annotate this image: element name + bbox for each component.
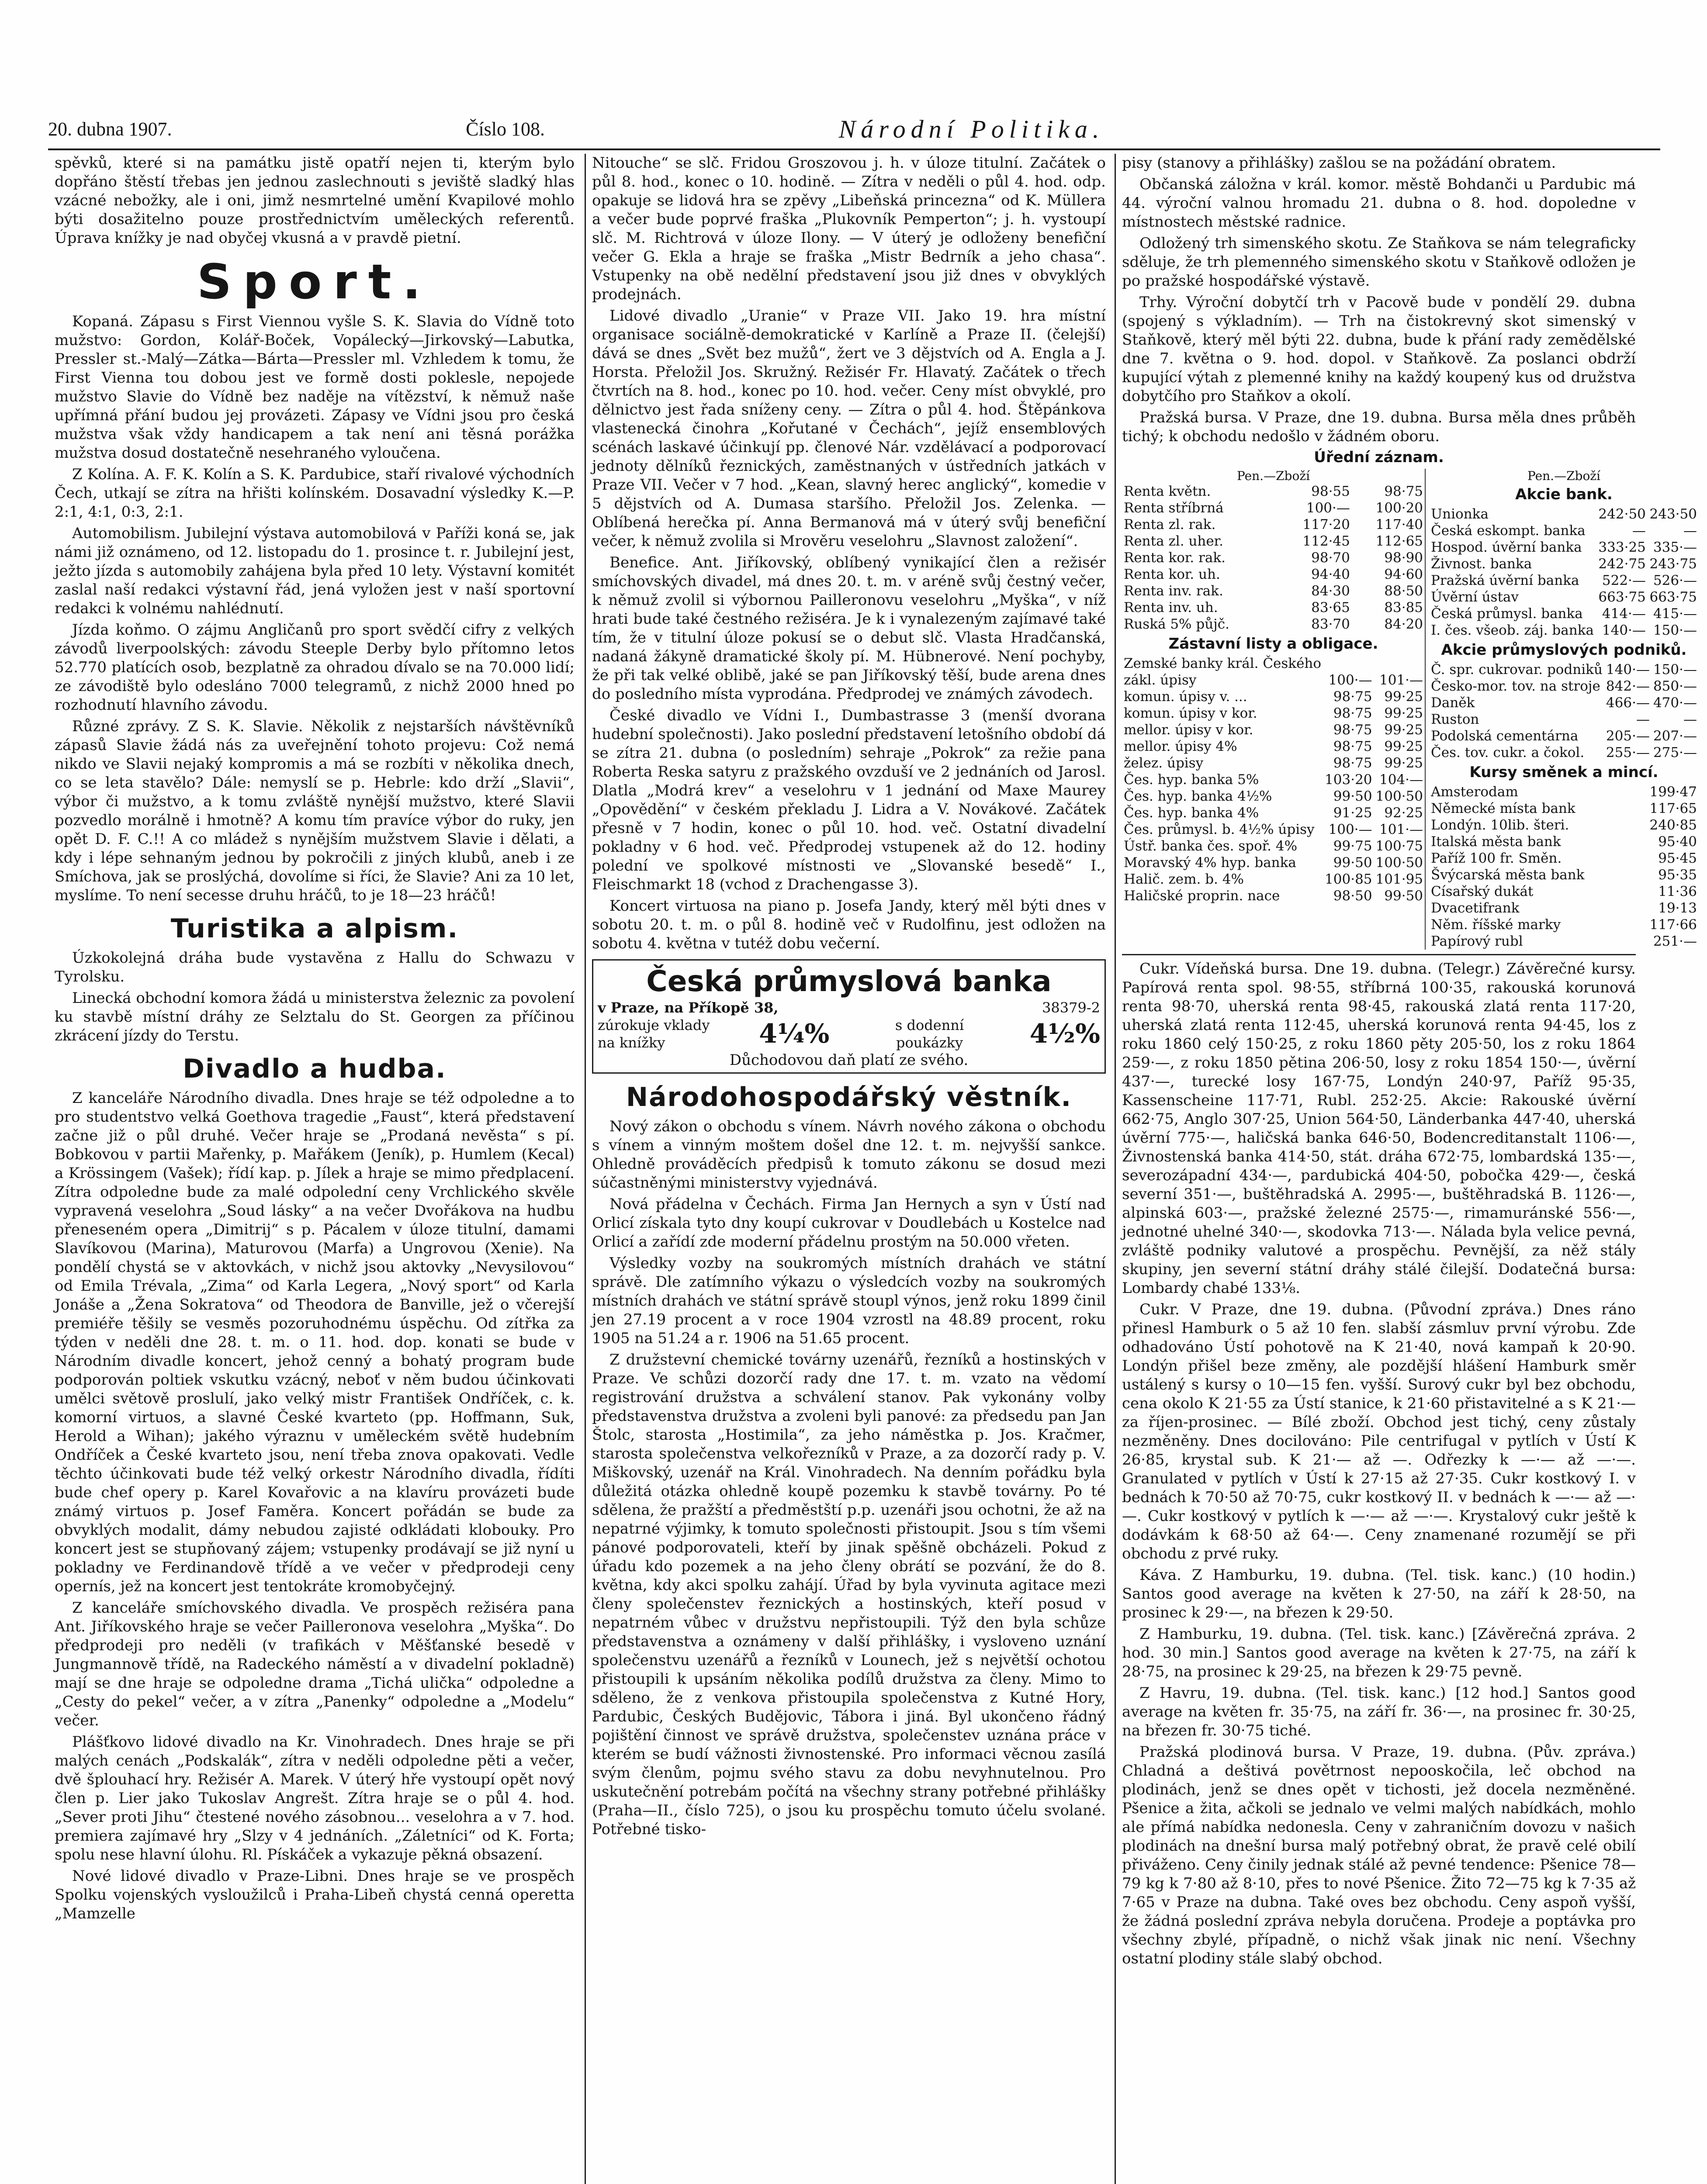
quote-value: 112·45 bbox=[1302, 533, 1350, 549]
theatre-article: Lidové divadlo „Uranie“ v Praze VII. Jako 19. hra místní organisace sociálně-demokratické v Karlíně a Praze II. (čelejší) dává se dnes „Svět bez mužů“, žert ve 3 dějstvích od A. Engla a J. Horsta. Přeložil Jos. Skružný. Režisér Fr. Hlavatý. Začátek o třech čtvrtích na 8. hod., konec po 10. hod. večer. Ceny míst obvyklé, pro dělnictvo jest řada sníženy ceny. — Zítra o půl 4. hod. Štěpánkova vlastenecká činohra „Kořutané v Čechách“, jejíž ensemblových scénách laskavé účinkují pp. členové Nár. vzdělávací a podporovací jednoty dělníků řeznických, zaměstnaných v ústředních jatkách v Praze VII. Večer v 7 hod. „Kean, slavný herec anglický“, komedie v 5 dějstvích od A. Dumasa staršího. Přeložil Jos. Zelenka. — Oblíbená herečka pí. Anna Bermanová má v úterý svůj benefiční večer, k němuž zvolila si Mrověru veselohru „Slavnost založení“. bbox=[592, 307, 1106, 550]
column-3 bbox=[1115, 154, 1697, 2184]
theatre-article: Benefice. Ant. Jiříkovský, oblíbený vynikající člen a režisér smíchovských divadel, má dnes 20. t. m. v aréně svůj čestný večer, k němuž zvolil si výbornou Pailleronovu veselohru „Myška“, v níž hrati bude také čestného režiséra. Je k i vynalezeným zajímavé také tím, že v titulní úloze pokusí se o debut slč. Vlasta Hradčanská, nadaná žákyně dramatické školy pí. M. Hübnerové. Není pochyby, že při tak velké oblibě, jaké se pan Jiříkovský těší, bude arena dnes do posledního místa vyprodána. Předprodej ve známých závodech. bbox=[592, 554, 1106, 703]
quote-value: 251·— bbox=[1653, 933, 1697, 949]
quote-row bbox=[1429, 833, 1699, 850]
quote-value: 95·45 bbox=[1658, 850, 1697, 866]
quote-name: Italská města bank bbox=[1431, 834, 1561, 850]
quote-row bbox=[1429, 883, 1699, 900]
quote-value: 100·— bbox=[1328, 672, 1372, 688]
stock-quotes bbox=[1122, 469, 1697, 950]
quote-row bbox=[1429, 605, 1699, 622]
quote-value: 83·85 bbox=[1384, 600, 1423, 615]
quote-row bbox=[1122, 566, 1425, 583]
quote-row bbox=[1429, 572, 1699, 589]
quote-value: 275·— bbox=[1653, 745, 1697, 760]
economy-article: pisy (stanovy a přihlášky) zašlou se na požádání obratem. bbox=[1122, 154, 1556, 172]
sport-article: Z Kolína. A. F. K. Kolín a S. K. Pardubice, staří rivalové východních Čech, utkají se zítra na hřišti kolínském. Dosavadní výsledky K.—P. 2:1, 4:1, 0:3, 2:1. bbox=[55, 466, 575, 521]
quote-value: 240·85 bbox=[1649, 817, 1697, 833]
quote-row bbox=[1429, 784, 1699, 800]
quote-row bbox=[1429, 744, 1699, 761]
quote-value: 84·20 bbox=[1384, 616, 1423, 632]
quote-value: 333·25 bbox=[1598, 539, 1646, 555]
quote-row bbox=[1122, 722, 1425, 738]
bank-name: Česká průmyslová banka bbox=[646, 964, 1052, 998]
quote-value bbox=[1323, 655, 1374, 672]
quote-name: Dvacetifrank bbox=[1431, 900, 1520, 916]
economy-article: Z družstevní chemické továrny uzenářů, řezníků a hostinských v Praze. Ve schůzi dozorčí rady dne 17. t. m. vzato na vědomí registrování družstva a schválení stanov. Pak vykonány volby představenstva družstva a zvoleni byli panové: za předsedu pan Jan Štolc, starosta „Hostimila“, za jeho náměstka p. Jos. Kračmer, starosta společenstva velkořezníků v Praze, a za dozorčí rady p. V. Miškovský, uzenář na Král. Vinohradech. Na denním pořádku byla důležitá otázka ohledně koupě pozemku k stavbě továrny. Po té sdělena, že pražští a předměstští p.p. uzenáři jsou ochotni, že až na nepatrné výjimky, k tomuto společnosti přistoupit. Jsou s tím všemi pánové podporovateli, kteří by jinak spěšně obcházeli. Pokud z úřadu kdo pozemek a na jeho členy obrátí se pozvání, že do 8. května, kdy akci spolku zahájí. Úřad by byla vyvinuta agitace mezi členy společenstev řeznických a hostinských, kteří posud v nepatrném vůbec v družstvu nepřistoupili. Týž den byla schůze představenstva a oznámeny v další přihlášky, i vysloveno uznání společenstvu uzenářů a řezníků v Lounech, jež s největší ochotou přistoupili k upsáním několika podílů družstva za členy. Mimo to sděleno, že z venkova přistoupila společenstva z Kutné Hory, Pardubic, Českých Budějovic, Tábora i jiná. Byl ukončeno řádný pojištění činnost ve správě družstva, společenstev uznána práce v kterém se budí vážnosti živnostenské. Pro informaci věcnou zasílá svým členům, pojmu svého stavu za dobu nevyhnutelnou. Pro uskutečnění potrebám počítá na všechny strany potřebné přihlášky (Praha—II., číslo 725), o jsou ku prospěchu tomuto účelu svolané. Potřebné tisko- bbox=[592, 1351, 1106, 1838]
quote-name: Renta stříbrná bbox=[1124, 500, 1224, 516]
economy-article: Nová přádelna v Čechách. Firma Jan Hernych a syn v Ústí nad Orlicí získala tyto dny koupí cukrovar v Doudlebách u Kostelce nad Orlicí a zařídí zde moderní přádelnu prostým na 50.000 vřeten. bbox=[592, 1196, 1106, 1251]
bank-tax-note: Důchodovou daň platí ze svého. bbox=[729, 1051, 969, 1069]
quote-name: I. čes. všeob. záj. banka bbox=[1431, 622, 1594, 638]
quote-value: 242·75 bbox=[1598, 556, 1646, 572]
quote-row bbox=[1429, 522, 1699, 539]
theatre-article: Z kanceláře Národního divadla. Dnes hraje se též odpoledne a to pro studentstvo velká Goethova tragedie „Faust“, která představení začne již o půl druhé. Večer hraje se „Prodaná nevěsta“ s pí. Bobkovou v partii Mařenky, p. Mařákem (Jeník), p. Humlem (Kecal) a Krössingem (Vašek); řídí kap. p. Jílek a hraje se mimo předplacení. Zítra odpoledne bude za malé odpolední ceny Vrchlického skvěle vypravená veselohra „Soud lásky“ a na večer Dvořákova na hudbu přeneseném opera „Dimitrij“ s p. Pácalem v úloze titulní, damami Slavíkovou (Marina), Maturovou (Marfa) a Ungrovou (Xenie). Na pondělí chystá se v aktovkách, v nichž jsou aktovky „Nevysilovou“ od Emila Trévala, „Zima“ od Karla Legera, „Nový sport“ od Karla Jonáše a „Žena Sokratova“ od Theodora de Banville, jež o včerejší premiéře těšily se vesměs pozoruhodnému úspěchu. Od zítřka za týden v neděli dne 28. t. m. o 11. hod. dop. konati se bude v Národním divadle koncert, jehož cenný a bohatý program bude podporován poltiek vskutku vzácný, neboť v něm budou účinkovati umělci světově proslulí, jako velký mistr František Ondříček, c. k. komorní virtuos, a slavné České kvarteto (pp. Hoffmann, Suk, Herold a Wihan); jakého výraznu v uměleckém světě hudebním Ondříček a České kvarteto jsou, není třeba znova opakovati. Vedle těchto účinkovati bude též velký orkestr Národního divadla, řídíti bude chef opery p. Karel Kovařovic a na klavíru provázeti bude známý virtuos p. Josef Faměra. Koncert pořádán se bude za obvyklých modalit, dámy nebudou zajisté odkládati klobouky. Pro koncert jest se stupňovaný zájem; vstupenky prodávají se již nyní u pokladny ve Ferdinandově třídě a ve večer v předprodeji ceny opernís, jež na koncert jest tentokráte kromobyčejný. bbox=[55, 1089, 575, 1595]
quote-row bbox=[1122, 516, 1425, 533]
economy-article: Pražská bursa. V Praze, dne 19. dubna. Bursa měla dnes průběh tichý; k obchodu nedošlo v žádném oboru. bbox=[1122, 409, 1636, 445]
quote-value: 207·— bbox=[1653, 728, 1697, 744]
quote-head: Pen.—Zboží bbox=[1527, 469, 1601, 483]
quote-row bbox=[1122, 500, 1425, 516]
quote-value bbox=[1629, 933, 1634, 950]
economy-article: Pražská plodinová bursa. V Praze, 19. dubna. (Pův. zpráva.) Chladná a deštivá povětrnost nepooskočila, leč obchod na plodinách, jenž se dnes opět v tichosti, jež docela nezměněné. Pšenice a žita, ačkoli se jednalo ve velmi malých nabídkách, mohlo ale přímá nabídka nedonesla. Ceny v zahraničním dovozu v našich plodinách na dnešní bursa malý potřebný obrat, že pravě celé obilí přiváženo. Ceny činily jednak stálé až pevné tendence: Pšenice 78—79 kg k 7·80 až 8·10, přes to nové Pšenice. Žito 72—75 kg k 7·35 až 7·65 v Praze na dubna. Také oves bez obchodu. Ceny aspoň vyšší, že žádná poslední zpráva nebyla doručena. Prodeje a poptávka pro všechny zbylé, případně, o nichž však jinak nic není. Všechny ostatní plodiny stále slabý obchod. bbox=[1122, 1743, 1636, 1967]
quote-value: 117·65 bbox=[1649, 801, 1697, 816]
quote-value: 98·75 bbox=[1333, 739, 1372, 754]
quote-name: Paříž 100 fr. Směn. bbox=[1431, 850, 1562, 866]
quote-row bbox=[1429, 900, 1699, 916]
quote-value: 117·40 bbox=[1375, 517, 1423, 532]
quote-value: 99·75 bbox=[1333, 838, 1372, 854]
quote-row bbox=[1122, 738, 1425, 755]
quote-name: Švýcarská města bank bbox=[1431, 867, 1585, 883]
quote-name: Daněk bbox=[1431, 695, 1475, 711]
quote-value bbox=[1629, 817, 1634, 833]
quote-name: Č. spr. cukrovar. podniků bbox=[1431, 662, 1603, 677]
tourism-heading: Turistika a alpism. bbox=[170, 913, 459, 944]
quote-name: Čes. průmysl. b. 4½% úpisy bbox=[1124, 822, 1315, 837]
quote-row bbox=[1429, 867, 1699, 883]
economy-article: Odložený trh simenského skotu. Ze Staňkova se nám telegraficky sděluje, že trh plemenného simenského skotu v Staňkově odložen je po pražské hospodářské výstavě. bbox=[1122, 235, 1636, 290]
voucher-rate: 4½% bbox=[1029, 1019, 1100, 1049]
quote-name: Unionka bbox=[1431, 506, 1489, 522]
theatre-article: Nitouche“ se slč. Fridou Groszovou j. h. v úloze titulní. Začátek o půl 8. hod., konec o 10. hodině. — Zítra v neděli o půl 4. hod. odp. opakuje se lidová hra se zpěvy „Libeňská princezna“ od K. Müllera a večer bude poprvé fraška „Plukovník Pemperton“; j. h. vystoupí slč. M. Richtrová v úloze Ilony. — V úterý je odloženy benefiční večer G. Ekla a hraje se fraška „Mistr Bedrník a jeho chasa“. Vstupenky na obě nedělní představení jsou již dnes v obvyklých prodejnách. bbox=[592, 154, 1106, 303]
quote-name: zákl. úpisy bbox=[1124, 672, 1197, 688]
quote-value: 83·70 bbox=[1311, 616, 1350, 632]
economy-article: Z Hamburku, 19. dubna. (Tel. tisk. kanc.) [Závěrečná zpráva. 2 hod. 30 min.] Santos good average na květen k 27·75, na září k 28·75, na prosinec k 29·25, na březen k 29·75 pevně. bbox=[1122, 1625, 1636, 1680]
quote-value bbox=[1629, 916, 1634, 933]
intro-paragraph: spěvků, které si na památku jistě opatří nejen ti, kterým bylo dopřáno štěstí třebas jen jednou zaslechnouti s jeviště sladký hlas vzácné nebožky, ale i oni, jimž nesmrtelné umění Kvapilové mohlo býti dosažitelno pouze prostřednictvím uměleckých referentů. Úprava knížky je nad obyčej vkusná a v pravdě pietní. bbox=[55, 154, 575, 247]
quote-value: 100·20 bbox=[1375, 500, 1423, 516]
quote-value: 98·75 bbox=[1333, 755, 1372, 771]
quote-name: Renta inv. uh. bbox=[1124, 600, 1218, 615]
sport-heading: Sport. bbox=[197, 254, 433, 310]
quote-row bbox=[1122, 688, 1425, 705]
quote-row bbox=[1122, 599, 1425, 616]
quote-value: 84·30 bbox=[1311, 583, 1350, 599]
quote-name: Renta kor. rak. bbox=[1124, 550, 1226, 566]
quote-value: 100·— bbox=[1328, 822, 1372, 837]
theatre-article: Koncert virtuosa na piano p. Josefa Jandy, který měl býti dnes v sobotu 20. t. m. o půl 8. hodině več v Rudolfinu, jest odložen na sobotu 4. května v tutéž dobu večerní. bbox=[592, 897, 1106, 952]
quote-row bbox=[1122, 533, 1425, 549]
quote-value: 255·— bbox=[1606, 745, 1650, 760]
quote-value: 663·75 bbox=[1598, 589, 1646, 605]
quote-name: Renta zl. uher. bbox=[1124, 533, 1223, 549]
quote-name: komun. úpisy v kor. bbox=[1124, 705, 1257, 721]
quote-name: Zemské banky král. Českého bbox=[1124, 656, 1322, 671]
quote-value: 98·75 bbox=[1333, 689, 1372, 705]
quote-head: Pen.—Zboží bbox=[1237, 469, 1310, 483]
quote-value: 98·90 bbox=[1384, 550, 1423, 566]
quote-row bbox=[1122, 549, 1425, 566]
quote-row bbox=[1122, 583, 1425, 599]
quote-value: 150·— bbox=[1653, 662, 1697, 677]
quote-value: 415·— bbox=[1653, 606, 1697, 622]
quote-value: 199·47 bbox=[1649, 784, 1697, 800]
quote-name: Česká eskompt. banka bbox=[1431, 523, 1586, 539]
quote-name: Moravský 4% hyp. banka bbox=[1124, 855, 1296, 871]
quote-row bbox=[1429, 622, 1699, 639]
tourism-article: Úzkokolejná dráha bude vystavěna z Hallu do Schwazu v Tyrolsku. bbox=[55, 949, 575, 985]
sport-article: Jízda koňmo. O zájmu Angličanů pro sport svědčí cifry z velkých závodů liverpoolských: závodu Steeple Derby bylo přítomno letos 52.770 platících osob, bezplatně za ohradou dívalo se na 70.000 lidí; ze závodiště bylo odesláno 7000 telegramů, z nichž 2000 hned po rozhodnutí hlavního závodu. bbox=[55, 621, 575, 714]
quote-row bbox=[1122, 672, 1425, 688]
quote-row bbox=[1122, 871, 1425, 888]
sport-article: Kopaná. Zápasu s First Viennou vyšle S. K. Slavia do Vídně toto mužstvo: Gordon, Kolář-Boček, Vopálecký—Jirkovský—Labutka, Pressler st.-Malý—Zátka—Bárta—Pressler ml. Vzhledem k tomu, že First Vienna tou dobou jest ve formě dosti poklesle, nepojede mužstvo Slavie do Vídně bez naděje na vítězství, k němuž naše upřímná přání budou jej provázeti. Zápasy ve Vídni jsou pro česká mužstva však vždy handicapem a tak není ani těsná porážka mužstva dosud dostatečně nesehraného vyloučena. bbox=[55, 313, 575, 462]
quote-value: 101·— bbox=[1379, 822, 1423, 837]
column-2 bbox=[585, 154, 1106, 2184]
sport-article: Různé zprávy. Z S. K. Slavie. Několik z nejstarších návštěvníků zápasů Slavie žádá nás za uveřejnění tohoto projevu: Což nemá nikdo ve Slavii nejaký kompromis a má se rozbíti v několika dnech, co se leta stavělo? Dále: nemyslí se p. Hebrle: kdo drží „Slavii“, výbor či mužstvo, a k tomu zvláště nynější mužstvo, které Slavii pozvedlo morálně i hmotně? A komu tím pravíce výbor do ruky, jen opět D. F. C.!! A co mládež s nynějším mužstvem Slavie i dělati, a kdy i lépe sehnaným jednou by pokročili z jiných klubů, aneb i ze Smíchova, jak se proslýchá, dovolíme si říci, že Slavie? Ani za 10 let, myslíme. To není secesse druhu hráčů, to je 18—23 hráčů! bbox=[55, 718, 575, 904]
quote-value: 11·36 bbox=[1658, 884, 1697, 899]
deposit-rate: 4¼% bbox=[759, 1019, 830, 1049]
quote-value: 103·20 bbox=[1325, 772, 1372, 788]
quote-row bbox=[1429, 661, 1699, 678]
issue-date: 20. dubna 1907. bbox=[48, 118, 172, 140]
quote-name: želez. úpisy bbox=[1124, 755, 1204, 771]
quote-name: Česko-mor. tov. na stroje bbox=[1431, 678, 1600, 694]
quote-value: 98·75 bbox=[1333, 722, 1372, 738]
quote-value: — bbox=[1636, 712, 1650, 727]
economy-article: Trhy. Výroční dobytčí trh v Pacově bude v pondělí 29. dubna (spojený s výkladním). — Trh na čistokrevný skot simenský v Staňkově, který měl býti 22. dubna, bude k přání rady zemědělské dne 7. května o 9. hod. dopol. v Staňkově. Za poslanci obdrží kupující výtah z plemenné knihy na každý koupený kus od družstva dobytčího pro Staňkov a okolí. bbox=[1122, 294, 1636, 405]
quote-name: Londýn. 10lib. šteri. bbox=[1431, 817, 1569, 833]
quote-value: — bbox=[1683, 712, 1697, 727]
economy-article: Cukr. Vídeňská bursa. Dne 19. dubna. (Telegr.) Závěrečné kursy. Papírová renta spol. 98·55, stříbrná 100·35, rakouská korunová renta 98·70, uherská renta 98·45, rakouská zlatá renta 117·20, uherská zlatá renta 112·45, uherská korunová renta 94·45, los z roku 1860 celý 150·25, z roku 1860 pěty 205·50, los z roku 1864 259·—, z roku 1850 pětina 206·50, losy z roku 1854 150·—, úvěrní 437·—, turecké losy 167·75, Londýn 240·97, Paříž 95·35, Kassenscheine 117·71, Rubl. 252·25. Akcie: Rakouské úvěrní 662·75, Anglo 307·25, Union 564·50, Länderbanka 447·40, uherská úvěrní 775·—, haličská banka 646·50, Bodencreditanstalt 1106·—, Živnostenská banka 414·50, stát. dráha 672·75, lombardská 135·—, severozápadní 434·—, pardubická 404·50, pobočka 429·—, česká severní 351·—, buštěhradská A. 2995·—, buštěhradská B. 1126·—, alpinská 603·—, pražské železné 2575·—, rimamuránské 556·—, jednotné uhelné 340·—, skodovka 713·—. Nálada byla velice pevná, zvláště podniky valutové a prospěchu. Pevnější, za něž stály skupiny, jen severní státní dráhy stálé čilejší. Dodatečná bursa: Lombardy chabé 133⅛. bbox=[1122, 960, 1636, 1297]
quote-name: Ruská 5% půjč. bbox=[1124, 616, 1230, 632]
newspaper-title: Národní Politika. bbox=[838, 114, 1105, 143]
quote-value: 99·25 bbox=[1384, 722, 1423, 738]
quote-value: 98·75 bbox=[1333, 705, 1372, 721]
quote-value: 104·— bbox=[1379, 772, 1423, 788]
quote-value: 243·50 bbox=[1649, 506, 1697, 522]
quote-value: 526·— bbox=[1653, 573, 1697, 588]
quote-value: 850·— bbox=[1653, 678, 1697, 694]
quote-row bbox=[1429, 589, 1699, 605]
quote-row bbox=[1429, 728, 1699, 744]
quote-value bbox=[1629, 784, 1634, 800]
quote-value: 95·40 bbox=[1658, 834, 1697, 850]
quote-value: 99·50 bbox=[1333, 788, 1372, 804]
bank-advertisement bbox=[592, 959, 1106, 1074]
quote-name: Papírový rubl bbox=[1431, 933, 1523, 949]
quote-value: 99·25 bbox=[1384, 755, 1423, 771]
quote-value: 94·40 bbox=[1311, 567, 1350, 582]
quote-name: Renta květn. bbox=[1124, 484, 1211, 499]
quote-row bbox=[1122, 805, 1425, 821]
quote-row bbox=[1122, 821, 1425, 838]
quote-name: Hospod. úvěrní banka bbox=[1431, 539, 1582, 555]
quote-value: 100·75 bbox=[1375, 838, 1423, 854]
quote-value: 83·65 bbox=[1311, 600, 1350, 615]
quote-name: Úvěrní ústav bbox=[1431, 589, 1519, 605]
quote-subheading: Kursy směnek a mincí. bbox=[1469, 764, 1659, 781]
quote-row bbox=[1122, 838, 1425, 854]
quote-value: 100·50 bbox=[1375, 855, 1423, 871]
quote-value: 140·— bbox=[1606, 662, 1650, 677]
quote-value: 117·66 bbox=[1649, 917, 1697, 933]
quote-row bbox=[1122, 483, 1425, 500]
quote-value: 94·60 bbox=[1384, 567, 1423, 582]
quote-row bbox=[1122, 616, 1425, 632]
quote-value: 842·— bbox=[1606, 678, 1650, 694]
quote-value: 663·75 bbox=[1649, 589, 1697, 605]
quote-name: mellor. úpisy v kor. bbox=[1124, 722, 1253, 738]
bank-phone: 38379-2 bbox=[1042, 999, 1100, 1016]
quote-value: — bbox=[1632, 523, 1646, 539]
quote-value bbox=[1629, 867, 1634, 883]
quote-value: 92·25 bbox=[1384, 805, 1423, 821]
quote-row bbox=[1429, 800, 1699, 817]
quote-row bbox=[1429, 506, 1699, 522]
quote-title: Úřední záznam. bbox=[1314, 449, 1444, 466]
quote-name: Česká průmysl. banka bbox=[1431, 606, 1583, 622]
quote-value bbox=[1629, 883, 1634, 900]
quote-name: Halič. zem. b. 4% bbox=[1124, 871, 1244, 887]
quote-row bbox=[1122, 655, 1425, 672]
quote-row bbox=[1429, 539, 1699, 556]
voucher-label: s dodenní poukázky bbox=[895, 1017, 964, 1051]
header-rule bbox=[48, 149, 1660, 150]
economy-article: Nový zákon o obchodu s vínem. Návrh nového zákona o obchodu s vínem a vinným moštem došel dne 12. t. m. nejvyšší sankce. Ohledně prováděcích předpisů k tomuto zákonu se dosud mezi súčastněnými ministerstvy vyjednává. bbox=[592, 1118, 1106, 1192]
quote-subheading: Akcie průmyslových podniků. bbox=[1441, 641, 1687, 659]
deposit-label: zúrokuje vklady na knížky bbox=[598, 1017, 710, 1051]
economy-article: Výsledky vozby na soukromých místních drahách ve státní správě. Dle zatímního výkazu o výsledcích vozby na soukromých místních drahách ve státní správě stoupl výnos, jenž roku 1899 činil jen 27.19 procent a v roce 1904 vzrostl na 48.89 procent, roku 1905 na 51.24 a r. 1906 na 51.65 procent. bbox=[592, 1254, 1106, 1347]
quote-value bbox=[1629, 900, 1634, 916]
quote-row bbox=[1429, 678, 1699, 695]
quote-value: 522·— bbox=[1602, 573, 1646, 588]
quote-value bbox=[1374, 655, 1425, 672]
quote-name: Čes. hyp. banka 5% bbox=[1124, 772, 1259, 788]
quote-value: 150·— bbox=[1653, 622, 1697, 638]
quote-value: 414·— bbox=[1602, 606, 1646, 622]
quote-value: 88·50 bbox=[1384, 583, 1423, 599]
quote-value: 205·— bbox=[1606, 728, 1650, 744]
quote-value: 99·50 bbox=[1384, 888, 1423, 904]
quote-value: 98·70 bbox=[1311, 550, 1350, 566]
quote-value: 99·50 bbox=[1333, 855, 1372, 871]
economy-article: Káva. Z Hamburku, 19. dubna. (Tel. tisk. kanc.) (10 hodin.) Santos good average na květen k 27·50, na září k 28·50, na prosinec k 29·—, na březen k 29·50. bbox=[1122, 1566, 1636, 1621]
quote-value: 242·50 bbox=[1598, 506, 1646, 522]
page-header bbox=[48, 111, 1660, 146]
quote-name: Živnost. banka bbox=[1431, 556, 1532, 572]
quote-name: Ústř. banka čes. spoř. 4% bbox=[1124, 838, 1298, 854]
quote-value: 117·20 bbox=[1302, 517, 1350, 532]
quote-value bbox=[1629, 850, 1634, 867]
quote-value: 99·25 bbox=[1384, 689, 1423, 705]
quote-name: Čes. tov. cukr. a čokol. bbox=[1431, 745, 1585, 760]
quote-value: 335·— bbox=[1653, 539, 1697, 555]
quote-row bbox=[1429, 933, 1699, 950]
quote-value: 101·95 bbox=[1375, 871, 1423, 887]
quote-value bbox=[1629, 800, 1634, 817]
quote-name: Amsterodam bbox=[1431, 784, 1518, 800]
quote-subheading: Akcie bank. bbox=[1515, 486, 1613, 503]
theatre-article: České divadlo ve Vídni I., Dumbastrasse 3 (menší dvorana hudební společnosti). Jako poslední představení letošního období dá se zítra 21. dubna (o posledním) sehraje „Pokrok“ za režie pana Roberta Reska satyru z pražského ovzduší ve 2 jednáních od Jarosl. Dlatla „Modrá krev“ a veselohru v 1 jednání od Maxe Maurey „Opovědění“ v českém překladu J. Lidra a V. Novákové. Začátek přesně v 7 hodin, konec o půl 10. hod. več. Ostatní divadelní pokladny v 6 hod. več. Předprodej vstupenek až do 12. hodiny polední ve spolkové místnosti ve „Slovanské besedě“ I., Fleischmarkt 18 (vchod z Drachengasse 3). bbox=[592, 707, 1106, 893]
quote-value: 466·— bbox=[1606, 695, 1650, 711]
economy-heading: Národohospodářský věstník. bbox=[626, 1082, 1072, 1113]
quote-name: Čes. hyp. banka 4% bbox=[1124, 805, 1259, 821]
economy-article: Občanská záložna v král. komor. městě Bohdanči u Pardubic má 44. výroční valnou hromadu 21. dubna o 8. hod. dopoledne v místnostech městské radnice. bbox=[1122, 176, 1636, 231]
quote-value: 95·35 bbox=[1658, 867, 1697, 883]
quote-value: — bbox=[1683, 523, 1697, 539]
theatre-article: Nové lidové divadlo v Praze-Libni. Dnes hraje se ve prospěch Spolku vojenských vysloužilců i Praha-Libeň chystá cenná operetta „Mamzelle bbox=[55, 1867, 575, 1922]
sport-article: Automobilism. Jubilejní výstava automobilová v Paříži koná se, jak námi již oznámeno, od 12. listopadu do 1. prosince t. r. Jubilejní jest, ježto jízda s automobily zahájena byla před 10 lety. Výstavní komitét zaslal naší redakci výstavní řád, jená vyložen jest v naší sportovní redakci k volnému nahlédnutí. bbox=[55, 525, 575, 617]
quote-row bbox=[1429, 817, 1699, 833]
quote-row bbox=[1122, 854, 1425, 871]
theatre-article: Plášťkovo lidové divadlo na Kr. Vinohradech. Dnes hraje se při malých cenách „Podskalák“, zítra v neděli odpoledne pěti a večer, dvě šplouhací hry. Režisér A. Marek. V úterý hře vystoupí opět nový člen p. Lier jako Tukoslav Angrešt. Zítra hraje se o půl 4. hod. „Sever proti Jihu“ čtestené nového zásobnou... veselohra a v 7. hod. premiera zajímavé hry „Slzy v 4 jednáních. „Záletníci“ od K. Forta; spolu nese hlavní úlohu. Rl. Pískáček a vykazuje pěkná obsazení. bbox=[55, 1733, 575, 1863]
quote-name: mellor. úpisy 4% bbox=[1124, 739, 1237, 754]
quote-row bbox=[1429, 556, 1699, 572]
quote-name: Renta inv. rak. bbox=[1124, 583, 1223, 599]
quote-value bbox=[1629, 833, 1634, 850]
quote-name: Haličské proprin. nace bbox=[1124, 888, 1280, 904]
tourism-article: Linecká obchodní komora žádá u ministerstva železnic za povolení ku stavbě místní dráhy ze Selztalu do St. Georgen za příčinou zkrácení jízdy do Terstu. bbox=[55, 989, 575, 1044]
quote-row bbox=[1429, 850, 1699, 867]
quote-value: 98·50 bbox=[1333, 888, 1372, 904]
theatre-heading: Divadlo a hudba. bbox=[183, 1054, 447, 1084]
quote-row bbox=[1429, 916, 1699, 933]
theatre-article: Z kanceláře smíchovského divadla. Ve prospěch režiséra pana Ant. Jiříkovského hraje se večer Pailleronova veselohra „Myška“. Do předprodeji pro neděli (v trafikách v Měšťanské besedě v Jungmannově třídě, na Radeckého náměstí a v divadelní pokladně) mají se dne hraje se odpoledne drama „Tichá ulička“ odpoledne a „Cesty do pekel“ večer, a v zítra „Panenky“ odpoledne a „Modelu“ večer. bbox=[55, 1599, 575, 1729]
quote-value: 99·25 bbox=[1384, 705, 1423, 721]
quote-subheading: Zástavní listy a obligace. bbox=[1168, 635, 1378, 653]
quote-value: 19·13 bbox=[1658, 900, 1697, 916]
quote-row bbox=[1122, 705, 1425, 722]
economy-article: Cukr. V Praze, dne 19. dubna. (Původní zpráva.) Dnes ráno přinesl Hamburk o 5 až 10 fen. slabší zásmluv první výrobu. Zde odhadováno Ústí pohotově na K 21·40, nová kampaň k 20·90. Londýn přišel beze změny, ale pozdější hlášení Hamburk směr ustálený s kursy o 10—15 fen. vyšší. Surový cukr byl bez obchodu, cena okolo K 21·55 za Ústí stanice, k 21·60 přistavitelné a s K 21·— za říjen-prosinec. — Bílé zboží. Obchod jest tichý, ceny zůstaly nezměněny. Dnes docilováno: Pile centrifugal v pytlích v Ústí K 26·85, krystal sub. K 21·— až —. Odřezky k —·— až —·—. Granulated v pytlích v Ústí k 27·15 až 27·35. Cukr kostkový I. v bednách k 70·50 až 70·75, cukr kostkový II. v bednách k —·— až —·—. Cukr kostkový v pytlích k —·— až —·—. Krystalový cukr ještě k dodávkám k 68·50 až 64·—. Ceny znamenané rozumějí se při obchodu z prvé ruky. bbox=[1122, 1301, 1636, 1562]
quote-row bbox=[1122, 771, 1425, 788]
quote-value: 100·— bbox=[1306, 500, 1350, 516]
divider bbox=[1122, 954, 1636, 955]
bank-address: v Praze, na Příkopě 38, bbox=[598, 999, 779, 1016]
quote-row bbox=[1122, 755, 1425, 771]
quote-value: 140·— bbox=[1602, 622, 1646, 638]
economy-article: Z Havru, 19. dubna. (Tel. tisk. kanc.) [12 hod.] Santos good average na květen fr. 35·75, na září fr. 36·—, na prosinec fr. 30·25, na březen fr. 30·75 tiché. bbox=[1122, 1684, 1636, 1739]
quote-value: 91·25 bbox=[1333, 805, 1372, 821]
quote-name: komun. úpisy v. ... bbox=[1124, 689, 1247, 705]
quote-name: Něm. říšské marky bbox=[1431, 917, 1561, 933]
quote-value: 98·75 bbox=[1384, 484, 1423, 499]
quote-value: 99·25 bbox=[1384, 739, 1423, 754]
quote-value: 243·75 bbox=[1649, 556, 1697, 572]
quote-name: Německé místa bank bbox=[1431, 801, 1575, 816]
quote-value: 100·85 bbox=[1325, 871, 1372, 887]
quote-name: Pražská úvěrní banka bbox=[1431, 573, 1579, 588]
quote-name: Císařský dukát bbox=[1431, 884, 1534, 899]
quote-row bbox=[1122, 788, 1425, 805]
quote-name: Podolská cementárna bbox=[1431, 728, 1579, 744]
quote-value: 470·— bbox=[1653, 695, 1697, 711]
quote-row bbox=[1122, 888, 1425, 904]
quote-name: Renta kor. uh. bbox=[1124, 567, 1220, 582]
quote-name: Čes. hyp. banka 4½% bbox=[1124, 788, 1272, 804]
quote-name: Ruston bbox=[1431, 712, 1479, 727]
issue-number: Číslo 108. bbox=[466, 118, 545, 140]
quote-value: 112·65 bbox=[1375, 533, 1423, 549]
quote-value: 100·50 bbox=[1375, 788, 1423, 804]
quote-value: 101·— bbox=[1379, 672, 1423, 688]
column-1 bbox=[55, 154, 575, 2184]
quote-value: 98·55 bbox=[1311, 484, 1350, 499]
quote-row bbox=[1429, 695, 1699, 711]
quote-name: Renta zl. rak. bbox=[1124, 517, 1216, 532]
quote-row bbox=[1429, 711, 1699, 728]
